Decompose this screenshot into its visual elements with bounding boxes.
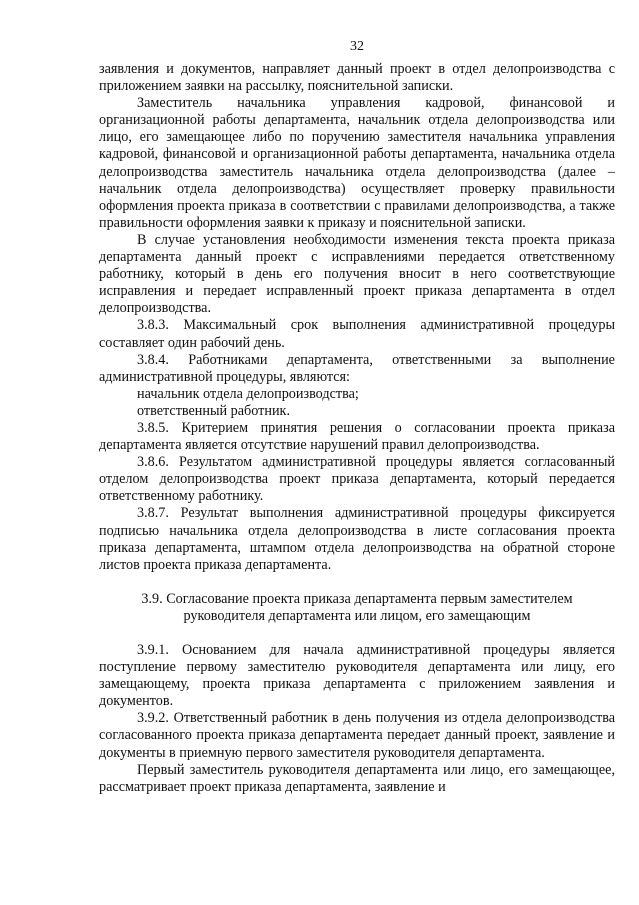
paragraph: Первый заместитель руководителя департамента или лицо, его замещающее, рассматривает проект приказа департамента, заявление и (99, 761, 615, 795)
paragraph: 3.9.1. Основанием для начала административной процедуры является поступление первому заместителю руководителя департамента или лицу, его замещающему, проекта приказа департамента с приложением заявления и документов. (99, 642, 615, 710)
paragraph: 3.8.6. Результатом административной процедуры является согласованный отделом делопроизводства проект приказа департамента, который передается ответственному работнику. (99, 454, 615, 505)
page-number: 32 (350, 39, 364, 54)
paragraph: 3.8.3. Максимальный срок выполнения административной процедуры составляет один рабочий день. (99, 317, 615, 351)
paragraph: 3.8.5. Критерием принятия решения о согласовании проекта приказа департамента является отсутствие нарушений правил делопроизводства. (99, 419, 615, 454)
paragraph: заявления и документов, направляет данный проект в отдел делопроизводства с приложением заявки на рассылку, пояснительной записки. (99, 61, 615, 95)
section-heading-line: 3.9. Согласование проекта приказа департамента первым заместителем (141, 590, 573, 607)
paragraph: Заместитель начальника управления кадровой, финансовой и организационной работы департамента, начальник отдела делопроизводства или лицо, его замещающее либо по поручению заместителя начальника управления кадровой, финансовой и организационной работы департамента, начальника отдела делопроизводства заместитель начальника отдела делопроизводства (далее – начальник отдела делопроизводства) осуществляет проверку правильности оформления проекта приказа в соответствии с правилами делопроизводства, а также правильности оформления заявки к приказу и пояснительной записки. (99, 95, 615, 231)
paragraph: 3.8.7. Результат выполнения административной процедуры фиксируется подписью начальника отдела делопроизводства в листе согласования проекта приказа департамента, штампом отдела делопроизводства на обратной стороне листов проекта приказа департамента. (99, 505, 615, 573)
list-item: начальник отдела делопроизводства; (137, 385, 359, 402)
list-item: ответственный работник. (137, 402, 291, 419)
paragraph: В случае установления необходимости изменения текста проекта приказа департамента данный проект с исправлениями передается ответственному работнику, который в день его получения вносит в него соответствующие исправления и передает исправленный проект приказа департамента в отдел делопроизводства. (99, 231, 615, 317)
spacer (99, 574, 615, 591)
paragraph: 3.8.4. Работниками департамента, ответственными за выполнение административной процедуры, являются: (99, 351, 615, 385)
paragraph: 3.9.2. Ответственный работник в день получения из отдела делопроизводства согласованного проекта приказа департамента передает данный проект, заявление и документы в приемную первого заместителя руководителя департамента. (99, 710, 615, 761)
section-heading-line: руководителя департамента или лицом, его замещающим (183, 607, 531, 624)
spacer (99, 625, 615, 642)
section-heading (99, 591, 615, 625)
